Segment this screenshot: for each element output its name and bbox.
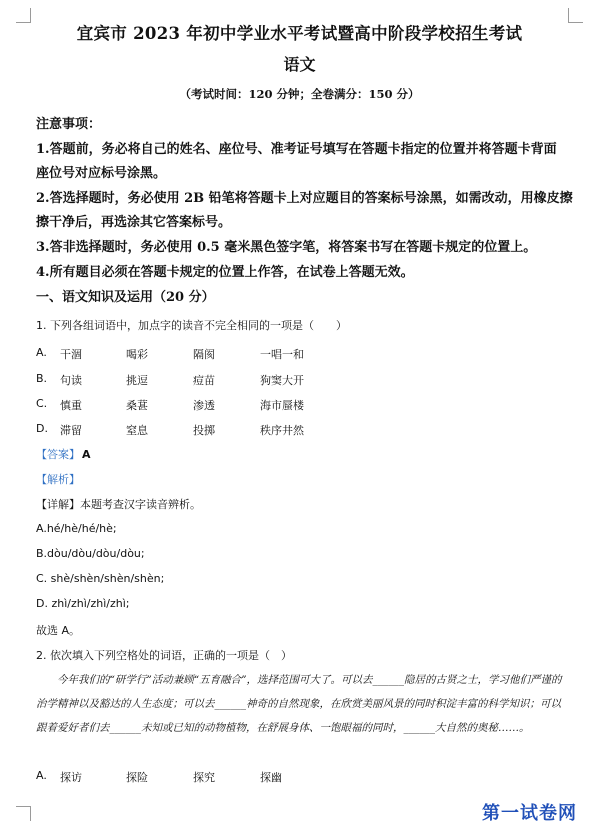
q1-option-d-word-1: 滞留 [60, 424, 82, 437]
site-watermark: 第一试卷网 [482, 803, 577, 824]
analysis-label: 【解析】 [36, 473, 80, 486]
q1-option-a-word-3: 隔阂 [193, 348, 215, 361]
notice-item-4: 4.所有题目必须在答题卡规定的位置上作答，在试卷上答题无效。 [36, 265, 414, 280]
q1-option-b-word-3: 痘苗 [193, 374, 215, 387]
notice-item-2: 2.答选择题时，务必使用 2B 铅笔将答题卡上对应题目的答案标号涂黑，如需改动，用橡皮擦 [36, 191, 573, 206]
q1-option-b-word-4: 狗窦大开 [260, 374, 304, 387]
answer-value: A [82, 448, 91, 461]
answer-label: 【答案】 [36, 448, 80, 461]
q1-option-b-word-1: 句读 [60, 374, 82, 387]
section-heading: 一、语文知识及运用（20 分） [36, 290, 215, 305]
answer-row [36, 446, 91, 462]
q1-option-b-letter: B. [36, 372, 48, 385]
q1-stem: 1. 下列各组词语中，加点字的读音不完全相同的一项是（ ） [36, 319, 347, 332]
pinyin-d: D. zhì/zhì/zhì/zhì; [36, 597, 130, 610]
detail-text: 【详解】本题考查汉字读音辨析。 [36, 498, 201, 511]
q1-option-a-word-2: 喝彩 [126, 348, 148, 361]
q1-option-d-word-3: 投掷 [193, 424, 215, 437]
q2-option-a-word-3: 探究 [193, 771, 215, 784]
notice-item-1-cont: 座位号对应标号涂黑。 [36, 166, 167, 181]
notice-item-3: 3.答非选择题时，务必使用 0.5 毫米黑色签字笔，将答案书写在答题卡规定的位置上。 [36, 240, 537, 255]
q1-option-b-word-2: 挑逗 [126, 374, 148, 387]
q1-option-d-letter: D. [36, 422, 48, 435]
q2-option-a-letter: A. [36, 769, 47, 782]
subject-title: 语文 [283, 55, 316, 74]
pinyin-b: B.dòu/dòu/dòu/dòu; [36, 547, 145, 560]
pinyin-c: C. shè/shèn/shèn/shèn; [36, 572, 165, 585]
q2-option-a-word-2: 探险 [126, 771, 148, 784]
exam-info: （考试时间：120 分钟；全卷满分：150 分） [179, 87, 420, 101]
q1-option-c-word-3: 渗透 [193, 399, 215, 412]
crop-mark-bottom-left [16, 806, 31, 821]
q1-option-d-word-4: 秩序井然 [260, 424, 304, 437]
q1-option-c-letter: C. [36, 397, 48, 410]
notice-item-2-cont: 擦干净后，再选涂其它答案标号。 [36, 215, 232, 230]
q1-option-a-letter: A. [36, 346, 47, 359]
q1-option-c-word-1: 慎重 [60, 399, 82, 412]
q1-option-c-word-2: 桑葚 [126, 399, 148, 412]
q1-option-a-word-4: 一唱一和 [260, 348, 304, 361]
conclusion-text: 故选 A。 [36, 624, 81, 637]
q2-option-a-word-4: 探幽 [260, 771, 282, 784]
q2-passage: 今年我们的“研学行”活动兼顾“五育融合”，选择范围可大了。可以去______隐居的古贤之士，学习他们严谨的治学精神以及豁达的人生态度；可以去______神奇的自然现象，在欣赏美丽风景的同时积淀丰富的科学知识；可以跟着爱好者们去______未知或已知的动物植物，在舒展身体、一饱眼福的同时，______大自然的奥秘……。 [36, 674, 562, 734]
exam-title: 宜宾市 2023 年初中学业水平考试暨高中阶段学校招生考试 [76, 24, 523, 43]
notice-item-1: 1.答题前，务必将自己的姓名、座位号、准考证号填写在答题卡指定的位置并将答题卡背面 [36, 142, 557, 157]
q2-stem: 2. 依次填入下列空格处的词语，正确的一项是（ ） [36, 649, 292, 662]
notice-heading: 注意事项： [36, 117, 102, 132]
q1-option-a-word-1: 干涸 [60, 348, 82, 361]
q2-option-a-word-1: 探访 [60, 771, 82, 784]
q1-option-d-word-2: 窒息 [126, 424, 148, 437]
pinyin-a: A.hé/hè/hé/hè; [36, 522, 117, 535]
q1-option-c-word-4: 海市蜃楼 [260, 399, 304, 412]
